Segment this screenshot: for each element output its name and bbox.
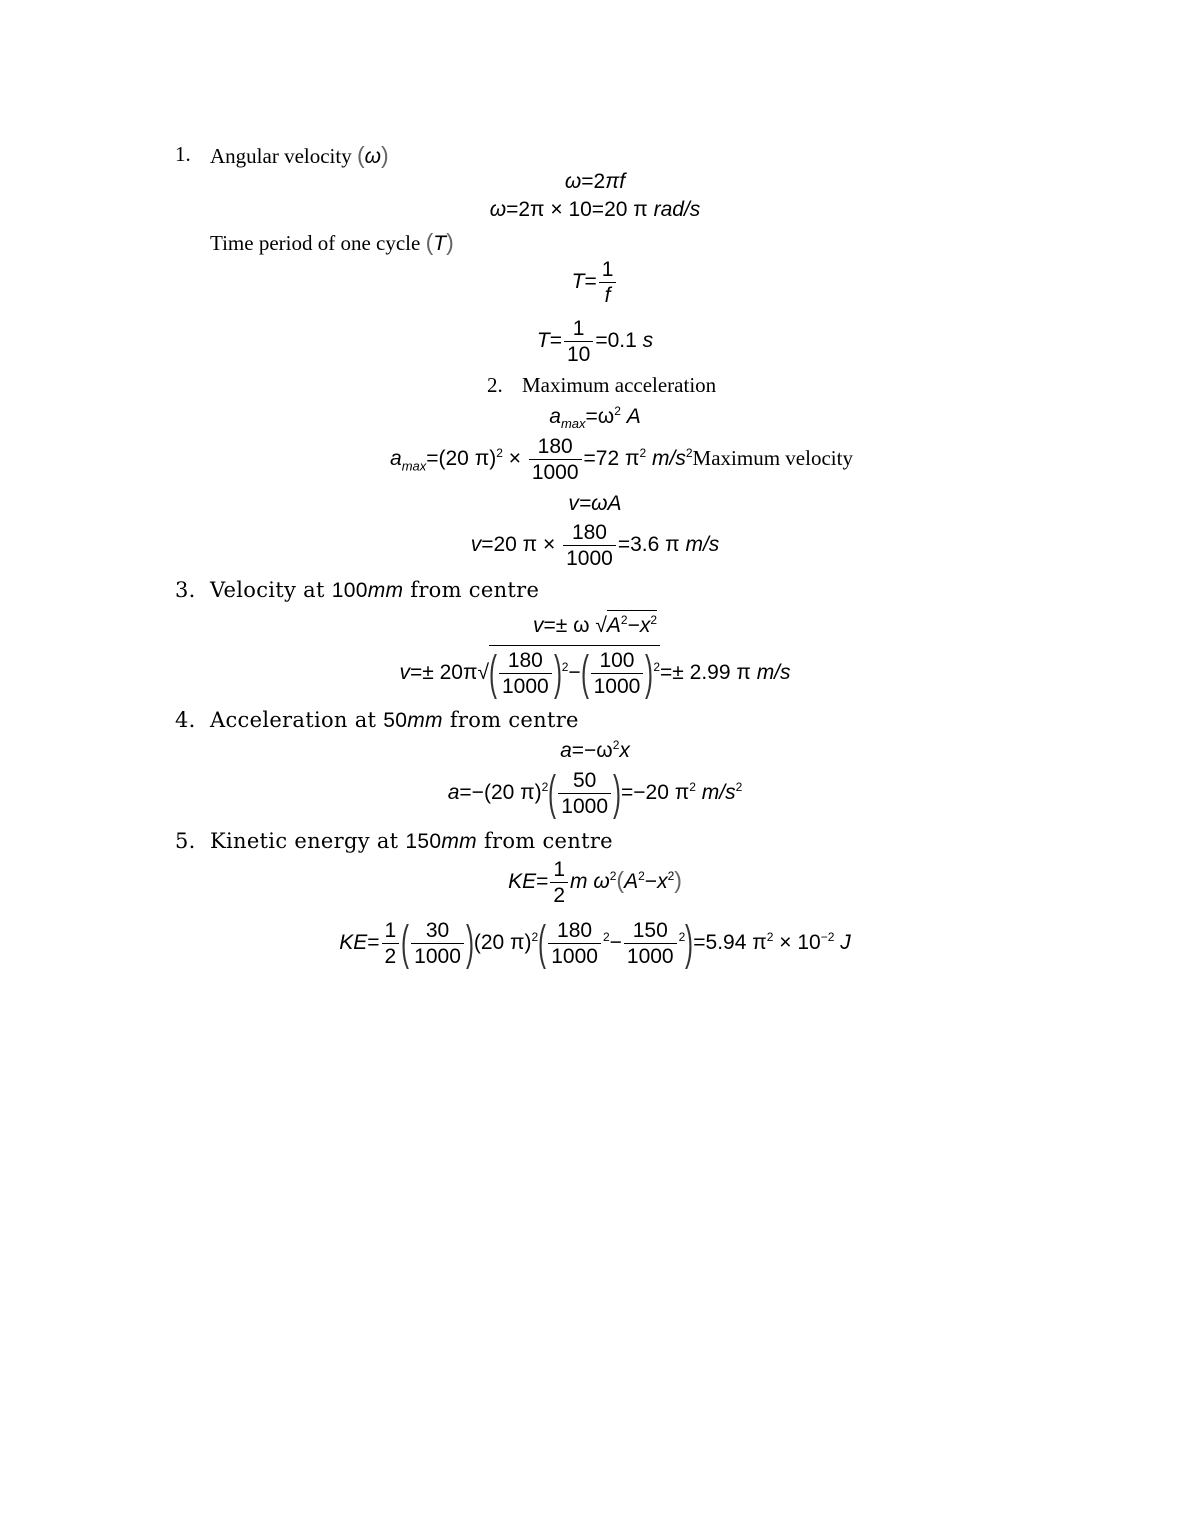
eq-velocity-value: v=20 π × $\frac{180}{1000}$ =3.6 π m/s: [470, 521, 720, 571]
eq-amax-value: $a_{max}=(20$ π)$^2$ × $\frac{180}{1000}$ =72 $\pi^2$ $m/s^2Maximum$ velocity: [390, 435, 853, 485]
eq-amax-def: $a_{max}=\omega^2$ A: [549, 404, 641, 432]
eq-omega-value: ω=2π × 10=20 π rad/s: [489, 198, 701, 221]
heading-kinetic-energy-at: Kinetic energy at 150mm from centre: [210, 829, 613, 853]
heading-time-period: Time period of one cycle (T): [210, 229, 454, 255]
list-number-4: 4.: [175, 708, 196, 732]
list-number-5: 5.: [175, 829, 196, 853]
eq-acceleration-def: $a=-\omega^2x$: [560, 738, 630, 762]
heading-velocity-at: Velocity at 100mm from centre: [210, 578, 540, 602]
list-number-1: 1.: [175, 142, 191, 166]
list-number-3: 3.: [175, 578, 196, 602]
heading-angular-velocity: Angular velocity (ω): [210, 142, 389, 168]
eq-ke-value: KE= $\frac{1}{2}$ ( $\frac{30}{1000}$ )(20 π)$^2$( $\frac{180}{1000}$ $^2$− $\frac{150}{1000}$ $^2$)=5.94 $\pi^2 \times 10^{-2}$ J: [339, 916, 851, 970]
eq-ke-def: KE= $\frac{1}{2}$ m $\omega^2(A^2-x^2)$: [508, 858, 682, 908]
eq-omega-def: ω=2πf: [564, 170, 626, 193]
heading-max-acceleration: Maximum acceleration: [522, 373, 717, 397]
eq-acceleration-value: a=−(20 π)$^2$( $\frac{50}{1000}$ )=−20 $\pi^2$ $m/s^2$: [447, 766, 743, 820]
heading-acceleration-at: Acceleration at 50mm from centre: [210, 708, 579, 732]
eq-velocity-x-def: v=± ω $√A^2-x^2$: [0, 610, 1190, 638]
eq-period-def: T= $\frac{1}{f}$: [0, 257, 1190, 308]
eq-period-value: T= $\frac{1}{10}$ =0.1 s: [536, 317, 654, 367]
eq-velocity-def: v=ωA: [568, 492, 622, 515]
list-number-2: 2.: [487, 373, 503, 397]
eq-velocity-x-value: v=± 20π√( $\frac{180}{1000}$ )$^2$−( $\frac{100}{1000}$ )$^2$=± 2.99 π m/s: [399, 646, 791, 700]
